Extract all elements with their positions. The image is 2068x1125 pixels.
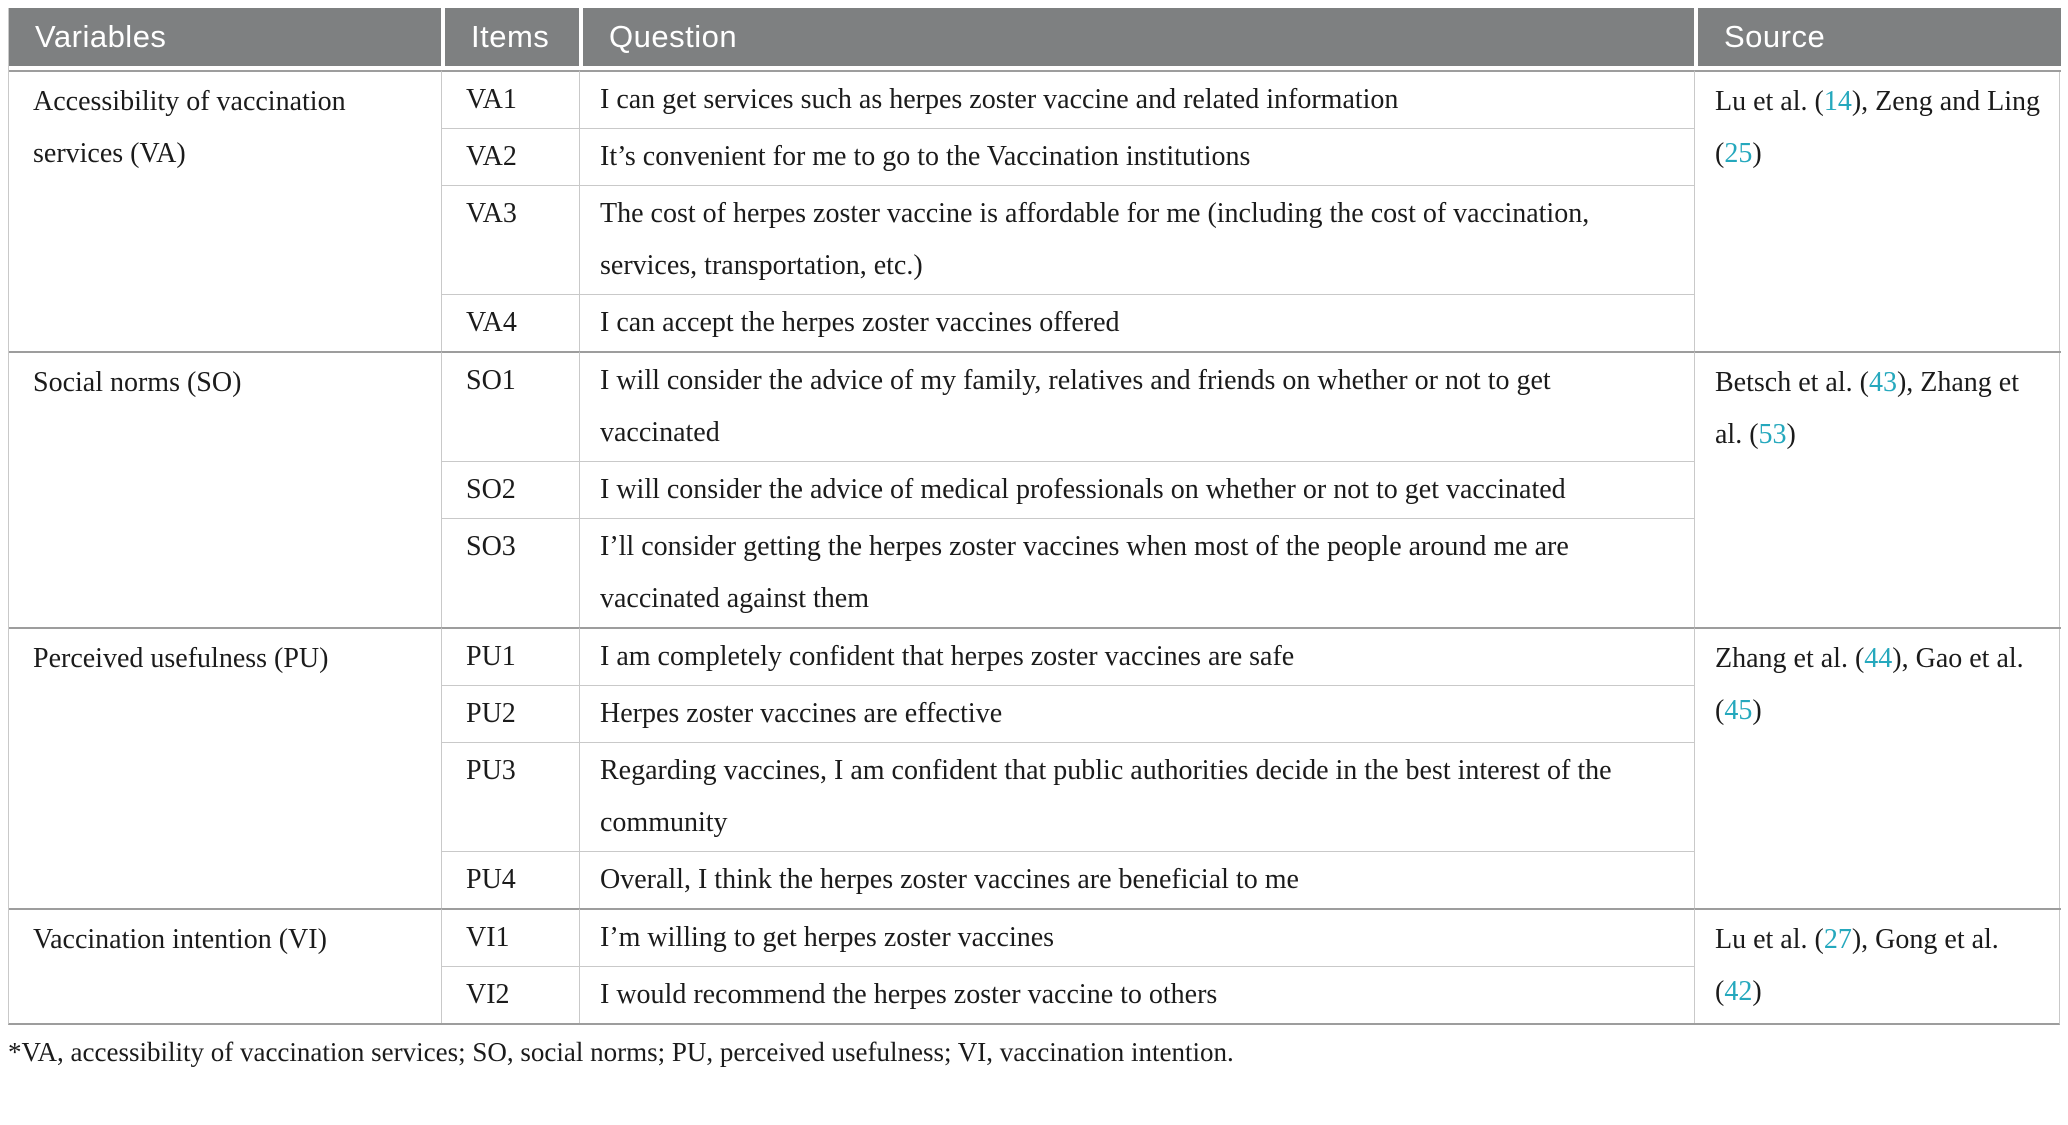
item-code-cell: VA3 bbox=[441, 185, 579, 294]
question-cell: I can get services such as herpes zoster vaccine and related information bbox=[579, 70, 1694, 128]
variable-cell: Perceived usefulness (PU) bbox=[9, 627, 441, 908]
source-text: ) bbox=[1752, 138, 1762, 169]
items-column-header: Items bbox=[441, 8, 579, 70]
table-footnote: *VA, accessibility of vaccination services; SO, social norms; PU, perceived usefulness; VI, vaccination intention. bbox=[8, 1037, 1234, 1067]
source-cell bbox=[1694, 351, 2061, 627]
question-cell: I can accept the herpes zoster vaccines offered bbox=[579, 294, 1694, 351]
table-container bbox=[8, 8, 2060, 1025]
source-text: ) bbox=[1752, 695, 1762, 726]
variables-column-header: Variables bbox=[9, 8, 441, 70]
question-cell: Overall, I think the herpes zoster vaccines are beneficial to me bbox=[579, 851, 1694, 908]
question-cell: I’ll consider getting the herpes zoster vaccines when most of the people around me are vaccinated against them bbox=[579, 518, 1694, 627]
item-code-cell: VA4 bbox=[441, 294, 579, 351]
citation-link[interactable]: 27 bbox=[1823, 924, 1852, 955]
source-text: ) bbox=[1786, 419, 1796, 450]
header-row bbox=[9, 8, 2061, 70]
source-text: Zhang et al. ( bbox=[1715, 643, 1865, 674]
source-text: ), Zeng and Ling ( bbox=[1715, 86, 2041, 169]
question-cell: Herpes zoster vaccines are effective bbox=[579, 685, 1694, 742]
citation-link[interactable]: 45 bbox=[1724, 695, 1753, 726]
question-cell: The cost of herpes zoster vaccine is affordable for me (including the cost of vaccination, services, transportation, etc.) bbox=[579, 185, 1694, 294]
question-cell: I will consider the advice of medical professionals on whether or not to get vaccinated bbox=[579, 461, 1694, 518]
item-code-cell: SO3 bbox=[441, 518, 579, 627]
citation-link[interactable]: 44 bbox=[1864, 643, 1893, 674]
variable-cell: Accessibility of vaccination services (VA) bbox=[9, 70, 441, 351]
item-row bbox=[9, 70, 2061, 128]
item-code-cell: VA1 bbox=[441, 70, 579, 128]
citation-link[interactable]: 43 bbox=[1868, 367, 1897, 398]
question-cell: It’s convenient for me to go to the Vaccination institutions bbox=[579, 128, 1694, 185]
citation-link[interactable]: 42 bbox=[1724, 976, 1753, 1007]
item-row bbox=[9, 351, 2061, 461]
source-column-header: Source bbox=[1694, 8, 2061, 70]
citation-link[interactable]: 14 bbox=[1823, 86, 1852, 117]
source-text: ) bbox=[1752, 976, 1762, 1007]
item-code-cell: SO1 bbox=[441, 351, 579, 461]
variable-cell: Vaccination intention (VI) bbox=[9, 908, 441, 1023]
question-cell: I will consider the advice of my family, relatives and friends on whether or not to get vaccinated bbox=[579, 351, 1694, 461]
variable-cell: Social norms (SO) bbox=[9, 351, 441, 627]
item-code-cell: PU3 bbox=[441, 742, 579, 851]
citation-link[interactable]: 53 bbox=[1758, 419, 1787, 450]
source-text: Lu et al. ( bbox=[1715, 924, 1824, 955]
citation-link[interactable]: 25 bbox=[1724, 138, 1753, 169]
source-text: ), Gong et al. ( bbox=[1715, 924, 1999, 1007]
question-column-header: Question bbox=[579, 8, 1694, 70]
question-cell: I would recommend the herpes zoster vaccine to others bbox=[579, 966, 1694, 1023]
question-cell: I’m willing to get herpes zoster vaccines bbox=[579, 908, 1694, 966]
source-cell bbox=[1694, 627, 2061, 908]
item-code-cell: VA2 bbox=[441, 128, 579, 185]
source-cell bbox=[1694, 908, 2061, 1023]
item-code-cell: SO2 bbox=[441, 461, 579, 518]
source-text: Betsch et al. ( bbox=[1715, 367, 1869, 398]
question-cell: Regarding vaccines, I am confident that public authorities decide in the best interest of the community bbox=[579, 742, 1694, 851]
source-text: ), Zhang et al. ( bbox=[1715, 367, 2020, 450]
source-text: ), Gao et al. ( bbox=[1715, 643, 2024, 726]
item-code-cell: PU2 bbox=[441, 685, 579, 742]
source-text: Lu et al. ( bbox=[1715, 86, 1824, 117]
measurement-items-table bbox=[9, 8, 2061, 1023]
question-cell: I am completely confident that herpes zoster vaccines are safe bbox=[579, 627, 1694, 685]
item-code-cell: VI1 bbox=[441, 908, 579, 966]
item-code-cell: PU1 bbox=[441, 627, 579, 685]
item-code-cell: PU4 bbox=[441, 851, 579, 908]
item-code-cell: VI2 bbox=[441, 966, 579, 1023]
source-cell bbox=[1694, 70, 2061, 351]
item-row bbox=[9, 908, 2061, 966]
item-row bbox=[9, 627, 2061, 685]
